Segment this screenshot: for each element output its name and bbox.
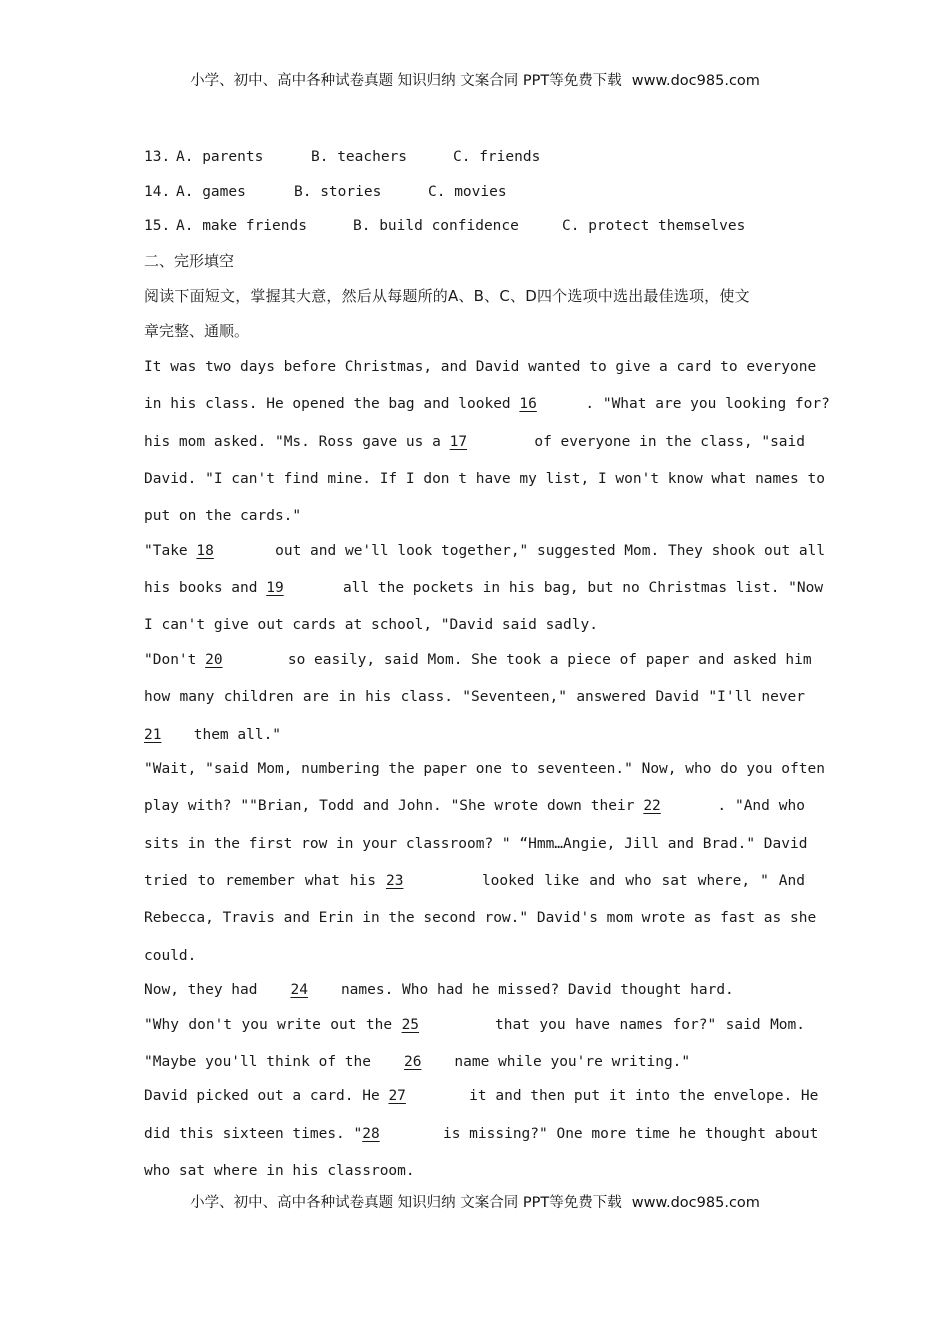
passage-line: David picked out a card. He 27 it and then put it into the envelope. He [144,1088,819,1104]
header-text: 小学、初中、高中各种试卷真题 知识归纳 文案合同 PPT等免费下载 [190,73,622,89]
passage-line: "Why don't you write out the 25 that you have names for?" said Mom. [144,1017,805,1033]
question-number: 15. [144,218,171,234]
page-header [0,69,950,90]
passage-line: Now, they had 24 names. Who had he missed? David thought hard. [144,982,734,998]
blank-22[interactable]: 22 [643,798,661,814]
blank-17[interactable]: 17 [449,434,468,450]
passage-line: "Don't 20 so easily, said Mom. She took a piece of paper and asked him [144,652,812,668]
passage-line: how many children are in his class. "Seventeen," answered David "I'll never [144,689,805,705]
instruction-line-1: 阅读下面短文，掌握其大意，然后从每题所的A、B、C、D四个选项中选出最佳选项，使文 [144,287,750,305]
passage-line: could. [144,948,197,964]
instruction-line-2: 章完整、通顺。 [144,322,250,340]
blank-24[interactable]: 24 [290,982,308,998]
blank-25[interactable]: 25 [401,1017,420,1033]
passage-line: "Take 18 out and we'll look together," suggested Mom. They shook out all [144,543,826,559]
passage-line: "Maybe you'll think of the 26 name while you're writing." [144,1054,691,1070]
question-13 [144,147,805,167]
question-number: 14. [144,184,171,200]
passage-line: who sat where in his classroom. [144,1163,415,1179]
footer-text: 小学、初中、高中各种试卷真题 知识归纳 文案合同 PPT等免费下载 [190,1195,622,1211]
blank-21[interactable]: 21 [144,727,162,743]
option-a: A. make friends [176,218,307,234]
passage-line: David. "I can't find mine. If I don t have my list, I won't know what names to [144,471,825,487]
passage-line: 21 them all." [144,727,282,743]
passage-line: his books and 19 all the pockets in his bag, but no Christmas list. "Now [144,580,824,596]
option-a: A. games [176,184,246,200]
passage-line: did this sixteen times. "28 is missing?" One more time he thought about [144,1126,819,1142]
passage-line: his mom asked. "Ms. Ross gave us a 17 of everyone in the class, "said [144,434,806,450]
passage-line: sits in the first row in your classroom? " “Hmm…Angie, Jill and Brad." David [144,836,808,852]
blank-16[interactable]: 16 [519,396,537,412]
blank-23[interactable]: 23 [385,873,404,889]
passage-line: tried to remember what his 23 looked like and who sat where, " And [144,873,805,889]
page-footer [0,1191,950,1212]
passage-line: put on the cards." [144,508,302,524]
option-c: C. movies [428,184,507,200]
option-b: B. teachers [311,149,408,165]
option-b: B. stories [294,184,382,200]
blank-18[interactable]: 18 [196,543,214,559]
option-a: A. parents [176,149,264,165]
passage-line: I can't give out cards at school, "David said sadly. [144,617,598,633]
header-site-link[interactable]: www.doc985.com [631,73,760,89]
question-number: 13. [144,149,171,165]
passage-line: It was two days before Christmas, and David wanted to give a card to everyone [144,359,817,375]
question-15 [144,216,805,236]
section-title: 二、完形填空 [144,252,235,270]
blank-19[interactable]: 19 [266,580,284,596]
blank-26[interactable]: 26 [403,1054,422,1070]
passage-line: play with? ""Brian, Todd and John. "She wrote down their 22 . "And who [144,798,805,814]
passage-line: in his class. He opened the bag and looked 16 . "What are you looking for? [144,396,830,412]
option-c: C. friends [453,149,541,165]
option-b: B. build confidence [353,218,519,234]
footer-site-link[interactable]: www.doc985.com [631,1195,760,1211]
option-c: C. protect themselves [562,218,746,234]
passage-line: Rebecca, Travis and Erin in the second row." David's mom wrote as fast as she [144,910,817,926]
blank-28[interactable]: 28 [362,1126,380,1142]
passage-line: "Wait, "said Mom, numbering the paper one to seventeen." Now, who do you often [144,761,825,777]
blank-27[interactable]: 27 [388,1088,406,1104]
question-14 [144,182,805,202]
blank-20[interactable]: 20 [205,652,223,668]
